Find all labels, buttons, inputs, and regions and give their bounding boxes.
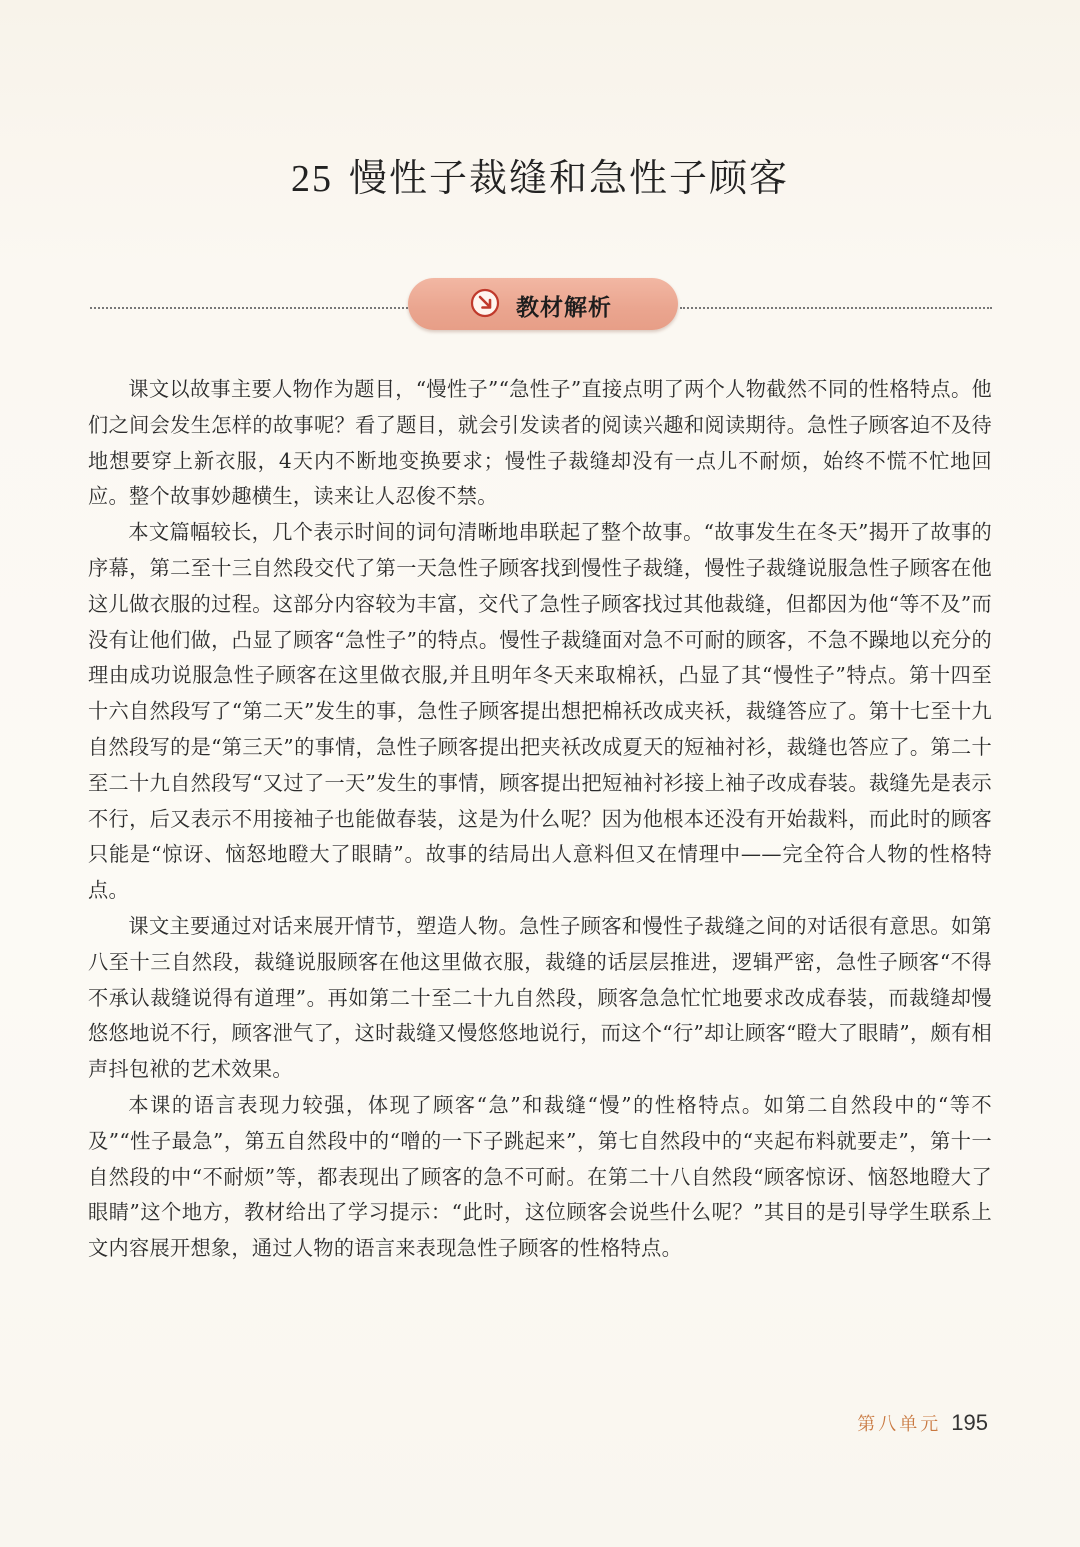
- section-label-pill: [408, 278, 678, 330]
- dotted-divider-right: [680, 307, 992, 309]
- lesson-number: 25: [290, 158, 333, 201]
- page-number: 195: [951, 1410, 988, 1435]
- section-label: 教材解析: [516, 295, 612, 321]
- paragraph: 本文篇幅较长，几个表示时间的词句清晰地串联起了整个故事。“故事发生在冬天”揭开了故事的序幕，第二至十三自然段交代了第一天急性子顾客找到慢性子裁缝，慢性子裁缝说服急性子顾客在他这儿做衣服的过程。这部分内容较为丰富，交代了急性子顾客找过其他裁缝，但都因为他“等不及”而没有让他们做，凸显了顾客“急性子”的特点。慢性子裁缝面对急不可耐的顾客，不急不躁地以充分的理由成功说服急性子顾客在这里做衣服,并且明年冬天来取棉袄，凸显了其“慢性子”特点。第十四至十六自然段写了“第二天”发生的事，急性子顾客提出想把棉袄改成夹袄，裁缝答应了。第十七至十九自然段写的是“第三天”的事情，急性子顾客提出把夹袄改成夏天的短袖衬衫，裁缝也答应了。第二十至二十九自然段写“又过了一天”发生的事情，顾客提出把短袖衬衫接上袖子改成春装。裁缝先是表示不行，后又表示不用接袖子也能做春装，这是为什么呢？因为他根本还没有开始裁料，而此时的顾客只能是“惊讶、恼怒地瞪大了眼睛”。故事的结局出人意料但又在情理中——完全符合人物的性格特点。: [88, 520, 992, 903]
- analysis-body: [88, 372, 992, 1267]
- dotted-divider-left: [90, 307, 408, 309]
- page-title: [0, 147, 1080, 202]
- unit-label: 第八单元: [857, 1414, 942, 1435]
- arrow-down-right-circle-icon: [470, 288, 500, 318]
- paragraph: 课文以故事主要人物作为题目，“慢性子”“急性子”直接点明了两个人物截然不同的性格特点。他们之间会发生怎样的故事呢？看了题目，就会引发读者的阅读兴趣和阅读期待。急性子顾客迫不及待地想要穿上新衣服，4天内不断地变换要求；慢性子裁缝却没有一点儿不耐烦，始终不慌不忙地回应。整个故事妙趣横生，读来让人忍俊不禁。: [88, 377, 992, 509]
- section-header: [90, 278, 992, 334]
- paragraph: 本课的语言表现力较强，体现了顾客“急”和裁缝“慢”的性格特点。如第二自然段中的“等不及”“性子最急”，第五自然段中的“噌的一下子跳起来”，第七自然段中的“夹起布料就要走”，第十一自然段的中“不耐烦”等，都表现出了顾客的急不可耐。在第二十八自然段“顾客惊讶、恼怒地瞪大了眼睛”这个地方，教材给出了学习提示：“此时，这位顾客会说些什么呢？”其目的是引导学生联系上文内容展开想象，通过人物的语言来表现急性子顾客的性格特点。: [88, 1092, 992, 1261]
- paragraph: 课文主要通过对话来展开情节，塑造人物。急性子顾客和慢性子裁缝之间的对话很有意思。如第八至十三自然段，裁缝说服顾客在他这里做衣服，裁缝的话层层推进，逻辑严密，急性子顾客“不得不承认裁缝说得有道理”。再如第二十至二十九自然段，顾客急急忙忙地要求改成春装，而裁缝却慢悠悠地说不行，顾客泄气了，这时裁缝又慢悠悠地说行，而这个“行”却让顾客“瞪大了眼睛”，颇有相声抖包袱的艺术效果。: [88, 913, 992, 1082]
- lesson-title: 慢性子裁缝和急性子顾客: [348, 156, 789, 201]
- page-footer: [857, 1410, 988, 1440]
